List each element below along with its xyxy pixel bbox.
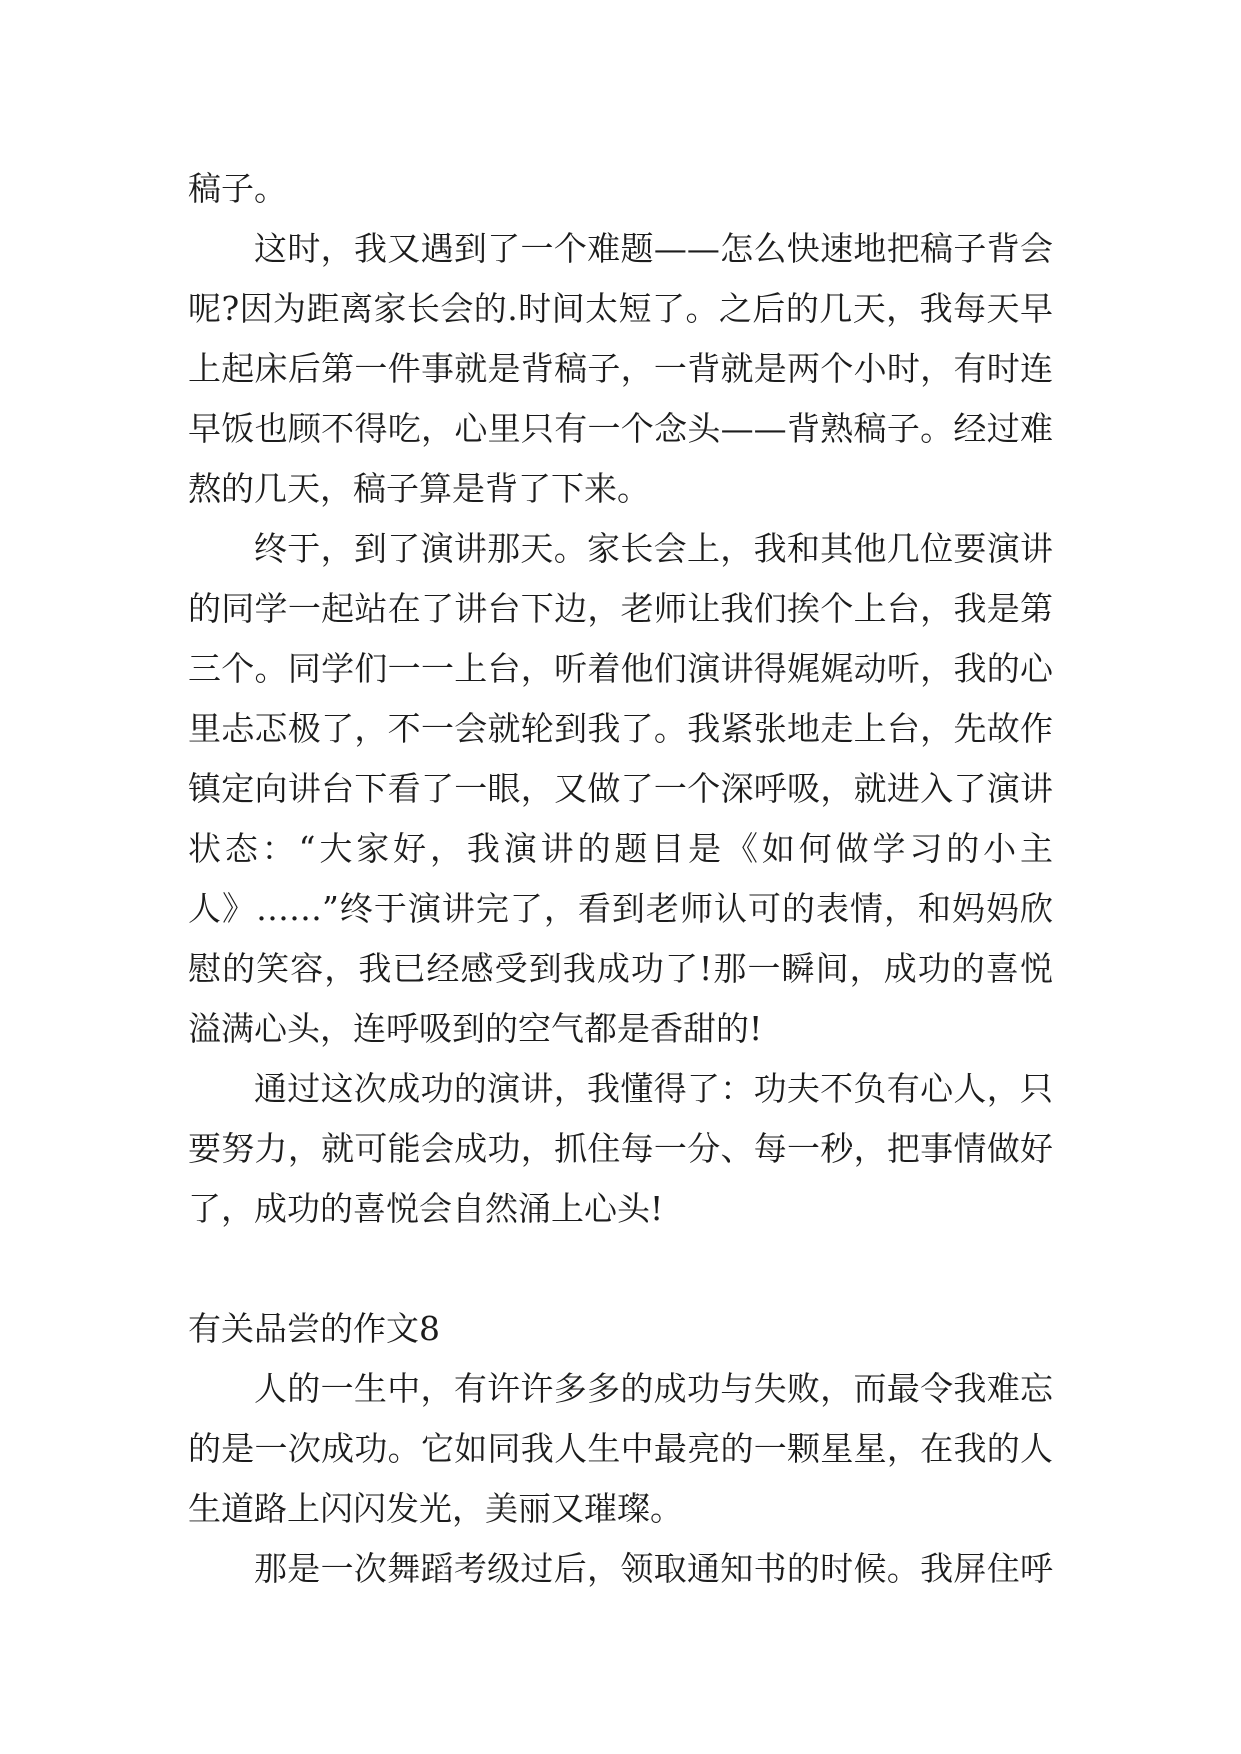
- paragraph-line: 生道路上闪闪发光，美丽又璀璨。: [188, 1489, 683, 1528]
- paragraph-line: 状态：“大家好，我演讲的题目是《如何做学习的小主: [188, 829, 1053, 868]
- paragraph-line: 三个。同学们一一上台，听着他们演讲得娓娓动听，我的心: [188, 649, 1053, 688]
- paragraph-line: 呢?因为距离家长会的.时间太短了。之后的几天，我每天早: [188, 289, 1053, 328]
- paragraph-line: 的是一次成功。它如同我人生中最亮的一颗星星，在我的人: [188, 1429, 1053, 1468]
- paragraph-line: 要努力，就可能会成功，抓住每一分、每一秒，把事情做好: [188, 1129, 1053, 1168]
- paragraph: [188, 159, 1053, 219]
- paragraph-line: 溢满心头，连呼吸到的空气都是香甜的!: [188, 1009, 763, 1048]
- paragraph: [188, 519, 1053, 1059]
- paragraph-line: 熬的几天，稿子算是背了下来。: [188, 469, 650, 508]
- paragraph-line: 上起床后第一件事就是背稿子，一背就是两个小时，有时连: [188, 349, 1053, 388]
- paragraph-line: 了，成功的喜悦会自然涌上心头!: [188, 1189, 664, 1228]
- paragraph-line: 里忐忑极了，不一会就轮到我了。我紧张地走上台，先故作: [188, 709, 1053, 748]
- paragraph-line: 终于，到了演讲那天。家长会上，我和其他几位要演讲: [254, 529, 1053, 568]
- paragraph-line: 的同学一起站在了讲台下边，老师让我们挨个上台，我是第: [188, 589, 1053, 628]
- article-title: 有关品尝的作文8: [188, 1309, 440, 1348]
- paragraph-line: 早饭也顾不得吃，心里只有一个念头——背熟稿子。经过难: [188, 409, 1053, 448]
- paragraph-line: 镇定向讲台下看了一眼，又做了一个深呼吸，就进入了演讲: [188, 769, 1053, 808]
- paragraph-line: 人的一生中，有许许多多的成功与失败，而最令我难忘: [254, 1369, 1053, 1408]
- paragraph: [188, 1359, 1053, 1539]
- paragraph-line: 稿子。: [188, 169, 287, 208]
- paragraph-line: 通过这次成功的演讲，我懂得了：功夫不负有心人，只: [254, 1069, 1053, 1108]
- document-body: [188, 159, 1053, 1599]
- paragraph: [188, 1059, 1053, 1239]
- paragraph-line: 这时，我又遇到了一个难题——怎么快速地把稿子背会: [254, 229, 1053, 268]
- paragraph-line: 那是一次舞蹈考级过后，领取通知书的时候。我屏住呼: [254, 1549, 1053, 1588]
- section-gap: [188, 1239, 1053, 1299]
- paragraph: [188, 1539, 1053, 1599]
- paragraph: [188, 219, 1053, 519]
- paragraph-line: 人》……”终于演讲完了，看到老师认可的表情，和妈妈欣: [188, 889, 1053, 928]
- paragraph-line: 慰的笑容，我已经感受到我成功了!那一瞬间，成功的喜悦: [188, 949, 1053, 988]
